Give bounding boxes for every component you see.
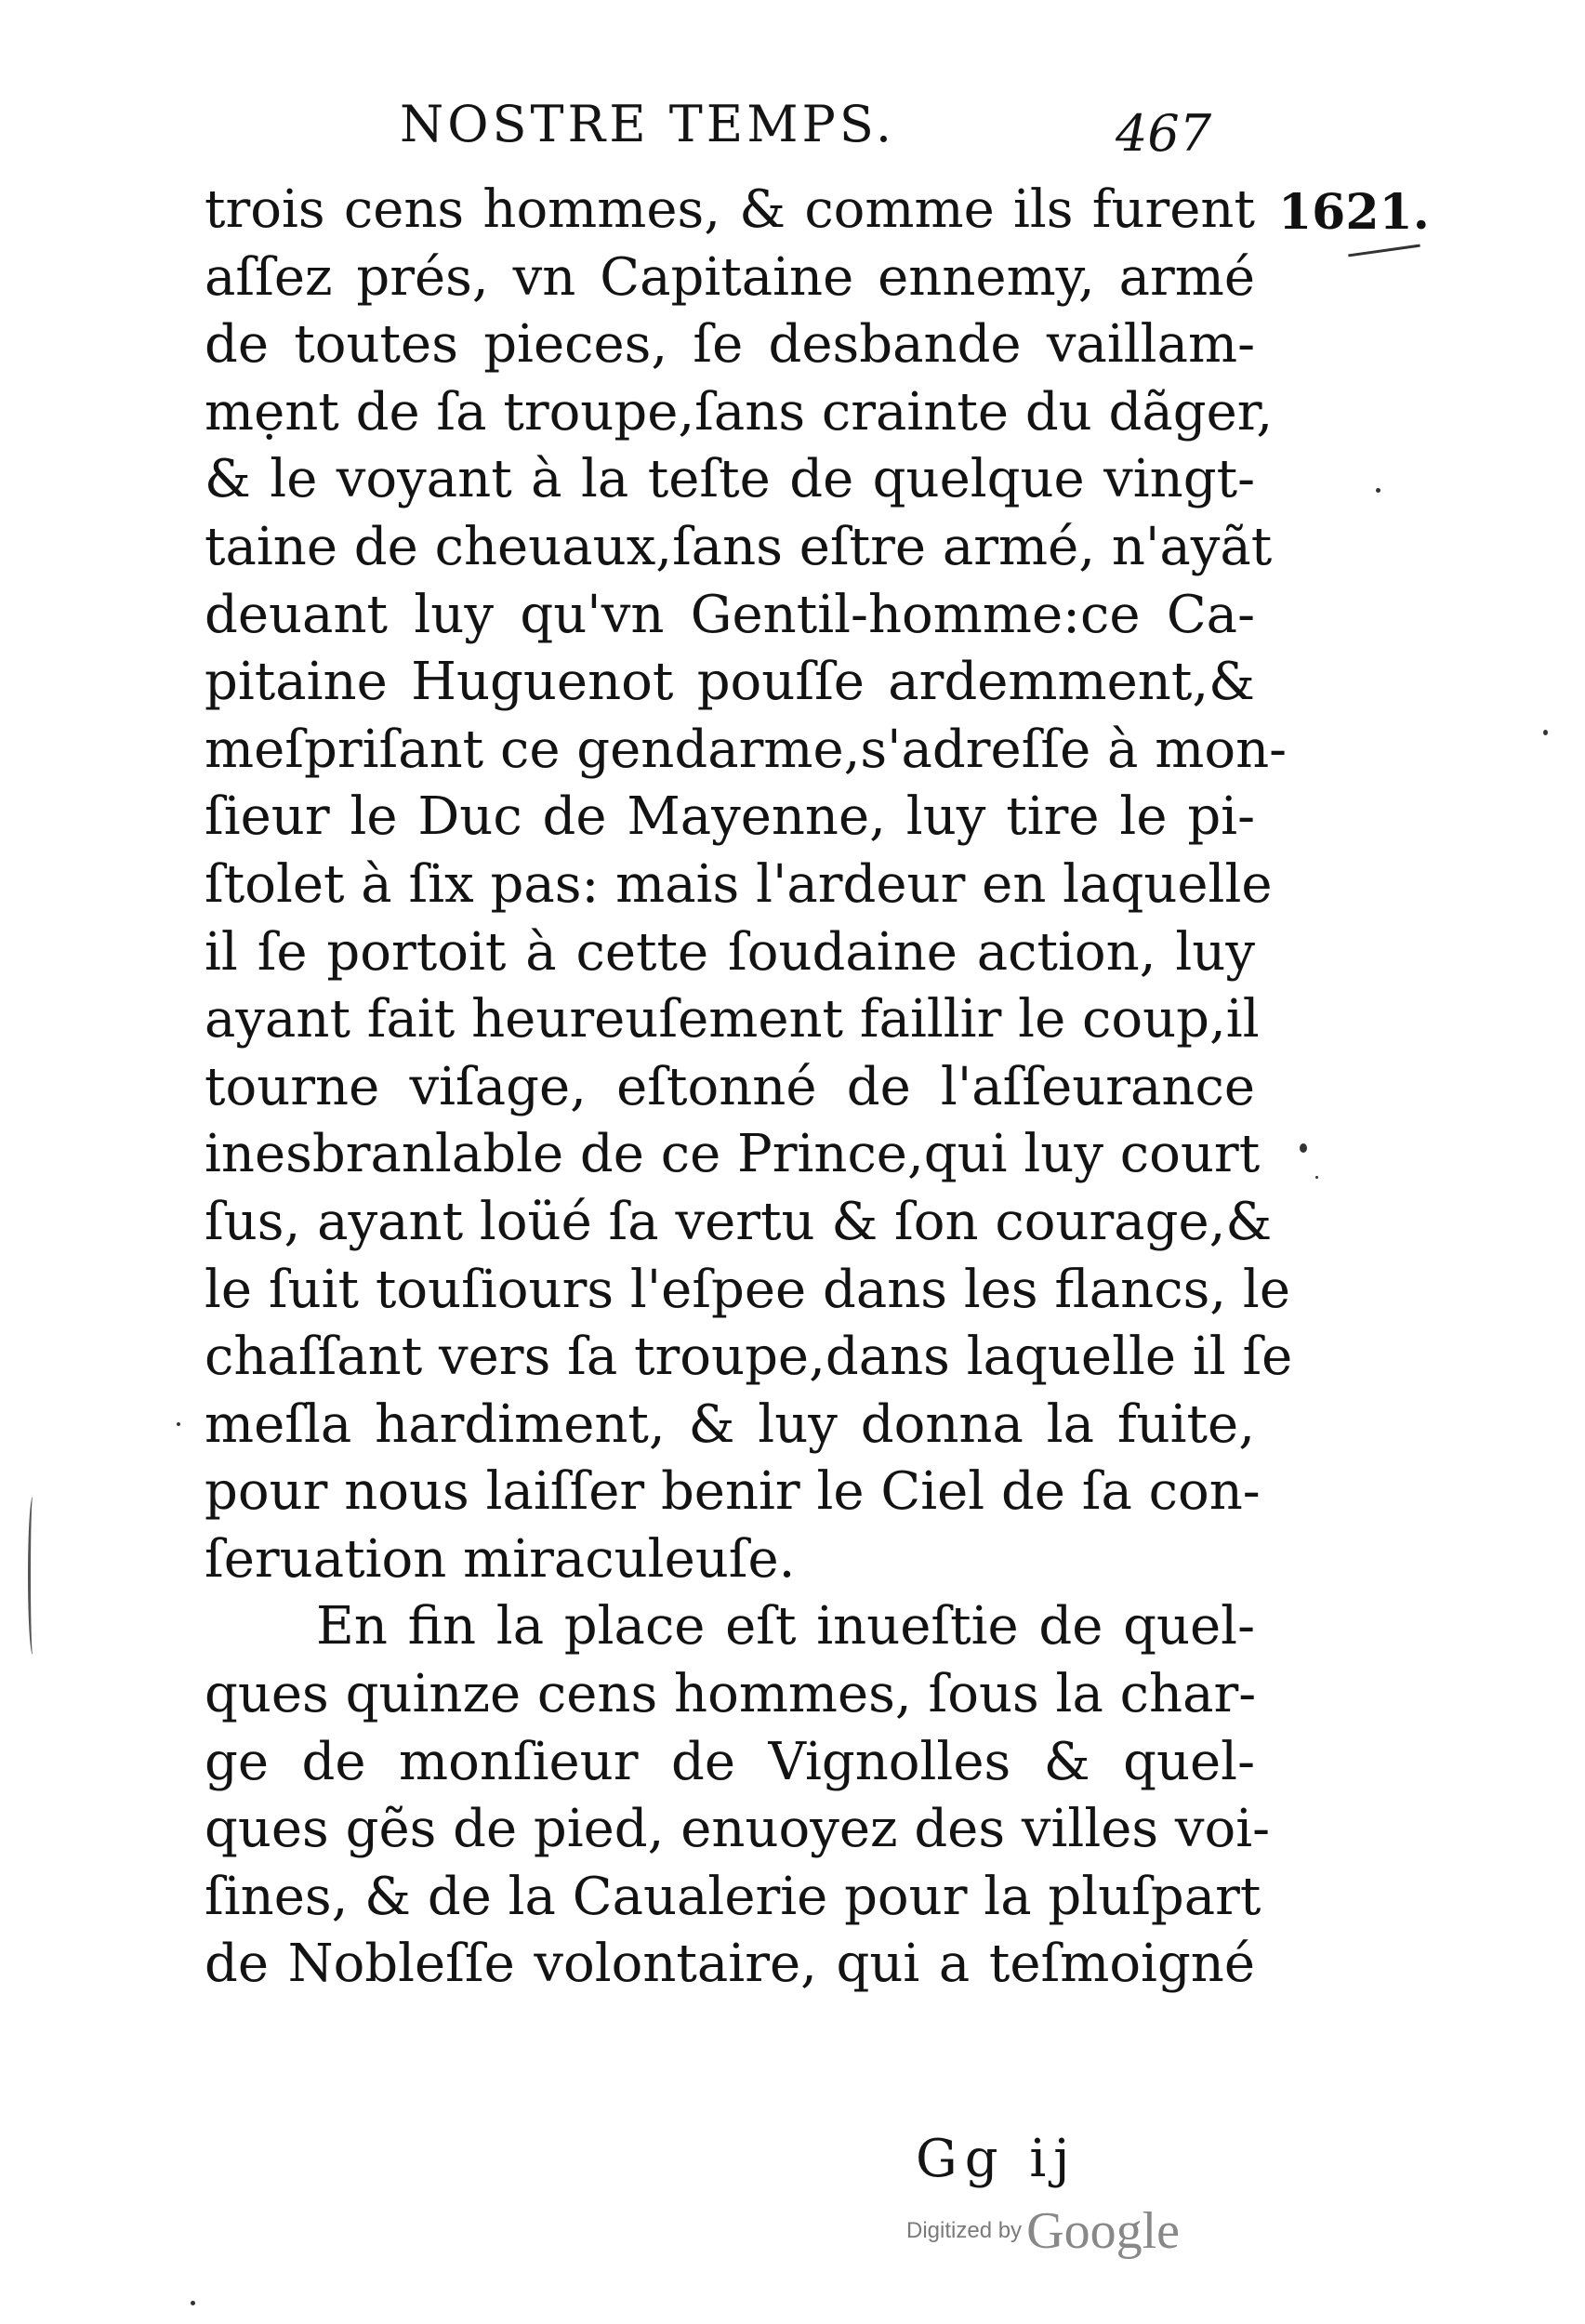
text-line: ques quinze cens hommes, ſous la char- xyxy=(205,1664,1257,1725)
text-line: ſieur le Duc de Mayenne, luy tire le pi- xyxy=(205,786,1255,848)
text-line: pour nous laiſſer benir le Ciel de ſa con- xyxy=(205,1461,1261,1523)
text-line-paragraph-start: En fin la place eſt inueſtie de quel- xyxy=(316,1596,1255,1657)
margin-rule xyxy=(1348,244,1420,257)
text-line: ques gẽs de pied, enuoyez des villes voi- xyxy=(205,1799,1271,1860)
text-line: le ſuit touſiours l'eſpee dans les flancs, le xyxy=(205,1259,1290,1320)
text-line: ge de monſieur de Vignolles & quel- xyxy=(205,1731,1255,1792)
text-line: ſus, ayant loüé ſa vertu & ſon courage,& xyxy=(205,1191,1273,1252)
text-line: aſſez prés, vn Capitaine ennemy, armé xyxy=(205,246,1255,308)
ink-speck xyxy=(1543,730,1548,735)
text-line: deuant luy qu'vn Gentil-homme:ce Ca- xyxy=(205,584,1255,645)
text-line: ſines, & de la Caualerie pour la pluſpart xyxy=(205,1866,1261,1927)
page-number: 467 xyxy=(1116,104,1212,163)
ink-speck xyxy=(1376,488,1380,493)
text-line: pitaine Huguenot pouſſe ardemment,& xyxy=(205,652,1255,713)
google-watermark xyxy=(906,2201,1180,2261)
text-line: de toutes pieces, ſe desbande vaillam- xyxy=(205,314,1255,376)
text-line: trois cens hommes, & comme ils furent xyxy=(205,179,1255,240)
text-line: mẹnt de ſa troupe,ſans crainte du dãger, xyxy=(205,381,1274,442)
text-line: ſtolet à ſix pas: mais l'ardeur en laquelle xyxy=(205,853,1273,915)
text-line: inesbranlable de ce Prince,qui luy court xyxy=(205,1124,1261,1185)
ink-speck xyxy=(191,2301,195,2305)
ink-speck xyxy=(177,1422,180,1426)
binding-shadow xyxy=(28,1497,40,1655)
body-text xyxy=(205,177,1293,1999)
text-line: meſla hardiment, & luy donna la fuite, xyxy=(205,1393,1255,1455)
margin-year-note: 1621. xyxy=(1278,184,1430,241)
text-line: taine de cheuaux,ſans eſtre armé, n'ayãt xyxy=(205,516,1273,577)
running-head: NOSTRE TEMPS. xyxy=(400,95,896,153)
ink-speck xyxy=(1300,1143,1307,1153)
google-logo: Google xyxy=(1026,2202,1181,2260)
ink-speck xyxy=(1315,1176,1318,1179)
text-line: de Nobleſſe volontaire, qui a teſmoigné xyxy=(205,1934,1255,1995)
signature-mark: Gg ij xyxy=(916,2129,1077,2189)
watermark-prefix: Digitized by xyxy=(906,2218,1023,2243)
text-line: & le voyant à la teſte de quelque vingt- xyxy=(205,449,1255,510)
text-line: il ſe portoit à cette ſoudaine action, luy xyxy=(205,921,1255,983)
text-line: chaſſant vers ſa troupe,dans laquelle il ſe xyxy=(205,1327,1293,1388)
text-line-paragraph-end: ſeruation miraculeuſe. xyxy=(205,1528,796,1590)
text-line: meſpriſant ce gendarme,s'adreſſe à mon- xyxy=(205,719,1288,780)
text-line: ayant fait heureuſement faillir le coup,il xyxy=(205,989,1260,1050)
text-line: tourne viſage, eſtonné de l'aſſeurance xyxy=(205,1056,1255,1117)
